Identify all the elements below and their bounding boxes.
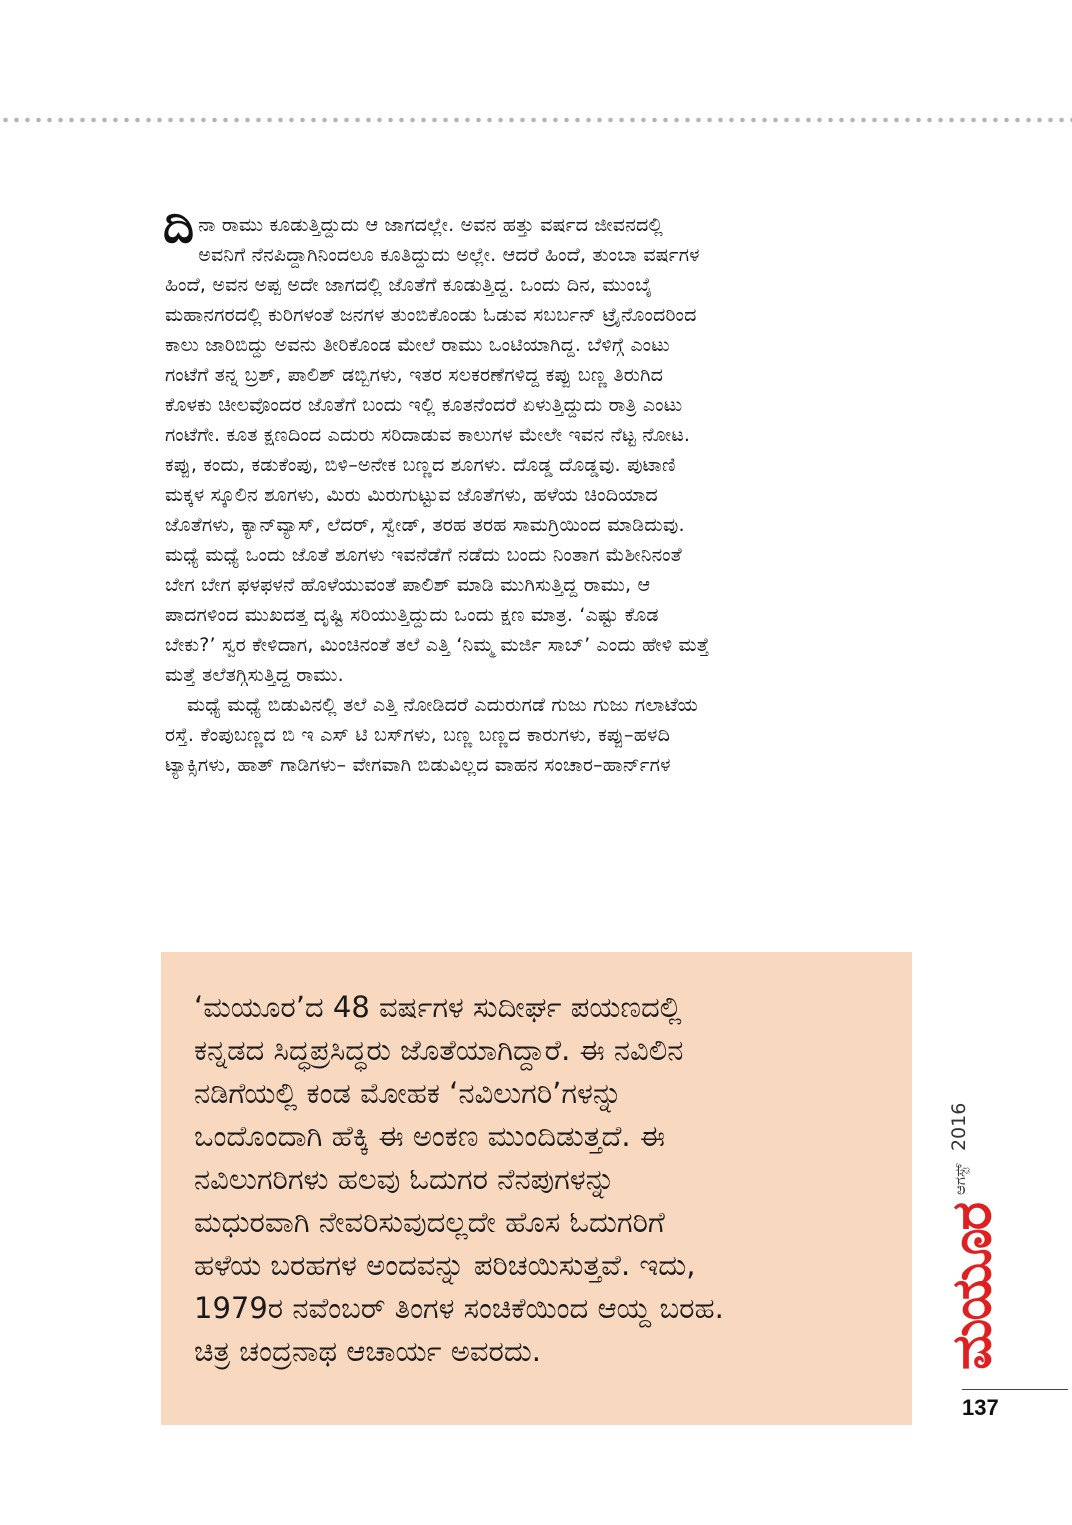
text-line: ಮತ್ತೆ ತಲೆತಗ್ಗಿಸುತ್ತಿದ್ದ ರಾಮು.: [165, 664, 344, 686]
magazine-logo: ಮಯೂರ: [940, 1203, 1003, 1370]
callout-line: 1979ರ ನವೆಂಬರ್ ತಿಂಗಳ ಸಂಚಿಕೆಯಿಂದ ಆಯ್ದ ಬರಹ.: [194, 1291, 724, 1325]
page-number-rule: [962, 1389, 1068, 1390]
text-line: ಮಧ್ಯೆ ಮಧ್ಯೆ ಒಂದು ಜೊತೆ ಶೂಗಳು ಇವನೆಡೆಗೆ ನಡೆದು ಬಂದು ನಿಂತಾಗ ಮೆಶೀನಿನಂತೆ: [165, 544, 682, 566]
text-line: ಮಕ್ಕಳ ಸ್ಕೂಲಿನ ಶೂಗಳು, ಮಿರು ಮಿರುಗುಟ್ಟುವ ಜೊತೆಗಳು, ಹಳೆಯ ಚಿಂದಿಯಾದ: [165, 484, 658, 506]
text-line: ಕಾಲು ಜಾರಿಬಿದ್ದು ಅವನು ತೀರಿಕೊಂಡ ಮೇಲೆ ರಾಮು ಒಂಟಿಯಾಗಿದ್ದ. ಬೆಳಿಗ್ಗೆ ಎಂಟು: [165, 334, 670, 356]
callout-line: ಚಿತ್ರ ಚಂದ್ರನಾಥ ಆಚಾರ್ಯ ಅವರದು.: [194, 1334, 541, 1368]
text-line: ಕಪ್ಪು, ಕಂದು, ಕಡುಕೆಂಪು, ಬಿಳಿ–ಅನೇಕ ಬಣ್ಣದ ಶೂಗಳು. ದೊಡ್ಡ ದೊಡ್ಡವು. ಪುಟಾಣಿ: [165, 454, 676, 476]
callout-line: ಹಳೆಯ ಬರಹಗಳ ಅಂದವನ್ನು ಪರಿಚಯಿಸುತ್ತವೆ. ಇದು,: [194, 1248, 696, 1282]
text-line: ಟ್ಯಾಕ್ಸಿಗಳು, ಹಾತ್ ಗಾಡಿಗಳು– ವೇಗವಾಗಿ ಬಿಡುವಿಲ್ಲದ ವಾಹನ ಸಂಚಾರ–ಹಾರ್ನ್‌ಗಳ: [165, 754, 671, 776]
text-line: ಮಧ್ಯೆ ಮಧ್ಯೆ ಬಿಡುವಿನಲ್ಲಿ ತಲೆ ಎತ್ತಿ ನೋಡಿದರೆ ಎದುರುಗಡೆ ಗುಜು ಗುಜು ಗಲಾಟೆಯ: [187, 694, 698, 716]
issue-month: ಆಗಸ್ಟ್: [951, 1163, 969, 1195]
callout-box: [161, 952, 912, 1425]
text-line: ನಾ ರಾಮು ಕೂಡುತ್ತಿದ್ದುದು ಆ ಜಾಗದಲ್ಲೇ. ಅವನ ಹತ್ತು ವರ್ಷದ ಜೀವನದಲ್ಲಿ: [198, 214, 664, 236]
paragraph-1: [163, 198, 915, 690]
dotted-separator: [0, 116, 1072, 124]
callout-line: ನಡಿಗೆಯಲ್ಲಿ ಕಂಡ ಮೋಹಕ ‘ನವಿಲುಗರಿ’ಗಳನ್ನು: [194, 1076, 623, 1110]
drop-cap: ದಿ: [163, 198, 195, 254]
text-line: ಪಾದಗಳಿಂದ ಮುಖದತ್ತ ದೃಷ್ಟಿ ಸರಿಯುತ್ತಿದ್ದುದು ಒಂದು ಕ್ಷಣ ಮಾತ್ರ. ‘ಎಷ್ಟು ಕೊಡ: [165, 604, 659, 626]
text-line: ಕೊಳಕು ಚೀಲವೊಂದರ ಜೊತೆಗೆ ಬಂದು ಇಲ್ಲಿ ಕೂತನೆಂದರೆ ಏಳುತ್ತಿದ್ದುದು ರಾತ್ರಿ ಎಂಟು: [165, 394, 683, 416]
callout-line: ‘ಮಯೂರ’ದ 48 ವರ್ಷಗಳ ಸುದೀರ್ಘ ಪಯಣದಲ್ಲಿ: [194, 990, 682, 1024]
text-line: ಜೊತೆಗಳು, ಕ್ಯಾನ್‌ವ್ಯಾಸ್, ಲೆದರ್, ಸ್ವೇಡ್, ತರಹ ತರಹ ಸಾಮಗ್ರಿಯಿಂದ ಮಾಡಿದುವು.: [165, 514, 685, 536]
text-line: ಹಿಂದೆ, ಅವನ ಅಪ್ಪ ಅದೇ ಜಾಗದಲ್ಲಿ ಜೊತೆಗೆ ಕೂಡುತ್ತಿದ್ದ. ಒಂದು ದಿನ, ಮುಂಬೈ: [165, 274, 653, 296]
callout-line: ಮಧುರವಾಗಿ ನೇವರಿಸುವುದಲ್ಲದೇ ಹೊಸ ಓದುಗರಿಗೆ: [194, 1205, 665, 1239]
paragraph-2: [165, 690, 915, 780]
text-line: ಅವನಿಗೆ ನೆನಪಿದ್ದಾಗಿನಿಂದಲೂ ಕೂತಿದ್ದುದು ಅಲ್ಲೇ. ಆದರೆ ಹಿಂದೆ, ತುಂಬಾ ವರ್ಷಗಳ: [198, 244, 700, 266]
callout-line: ನವಿಲುಗರಿಗಳು ಹಲವು ಓದುಗರ ನೆನಪುಗಳನ್ನು: [194, 1162, 615, 1196]
issue-year: 2016: [948, 1102, 970, 1152]
text-line: ರಸ್ತೆ. ಕೆಂಪುಬಣ್ಣದ ಬಿ ಇ ಎಸ್ ಟಿ ಬಸ್‌ಗಳು, ಬಣ್ಣ ಬಣ್ಣದ ಕಾರುಗಳು, ಕಪ್ಪು–ಹಳದಿ: [165, 724, 671, 746]
text-line: ಗಂಟೆಗೇ. ಕೂತ ಕ್ಷಣದಿಂದ ಎದುರು ಸರಿದಾಡುವ ಕಾಲುಗಳ ಮೇಲೇ ಇವನ ನೆಟ್ಟ ನೋಟ.: [165, 424, 691, 446]
text-line: ಬೇಗ ಬೇಗ ಫಳಫಳನೆ ಹೊಳೆಯುವಂತೆ ಪಾಲಿಶ್ ಮಾಡಿ ಮುಗಿಸುತ್ತಿದ್ದ ರಾಮು, ಆ: [165, 574, 651, 596]
text-line: ಗಂಟೆಗೆ ತನ್ನ ಬ್ರಶ್, ಪಾಲಿಶ್ ಡಬ್ಬಿಗಳು, ಇತರ ಸಲಕರಣೆಗಳಿದ್ದ ಕಪ್ಪು ಬಣ್ಣ ತಿರುಗಿದ: [165, 364, 664, 386]
callout-line: ಕನ್ನಡದ ಸಿದ್ಧಪ್ರಸಿದ್ಧರು ಜೊತೆಯಾಗಿದ್ದಾರೆ. ಈ ನವಿಲಿನ: [194, 1033, 684, 1067]
callout-text: [194, 986, 894, 1373]
text-line: ಮಹಾನಗರದಲ್ಲಿ ಕುರಿಗಳಂತೆ ಜನಗಳ ತುಂಬಿಕೊಂಡು ಓಡುವ ಸಬರ್ಬನ್ ಟ್ರೈನೊಂದರಿಂದ: [165, 304, 697, 326]
text-line: ಬೇಕು?’ ಸ್ವರ ಕೇಳಿದಾಗ, ಮಿಂಚಿನಂತೆ ತಲೆ ಎತ್ತಿ ‘ನಿಮ್ಮ ಮರ್ಜಿ ಸಾಬ್’ ಎಂದು ಹೇಳಿ ಮತ್ತೆ: [165, 634, 710, 656]
callout-line: ಒಂದೊಂದಾಗಿ ಹೆಕ್ಕಿ ಈ ಅಂಕಣ ಮುಂದಿಡುತ್ತದೆ. ಈ: [194, 1119, 666, 1153]
article-body: [163, 198, 915, 780]
issue-date: [948, 1103, 970, 1195]
page-number: 137: [962, 1395, 999, 1420]
